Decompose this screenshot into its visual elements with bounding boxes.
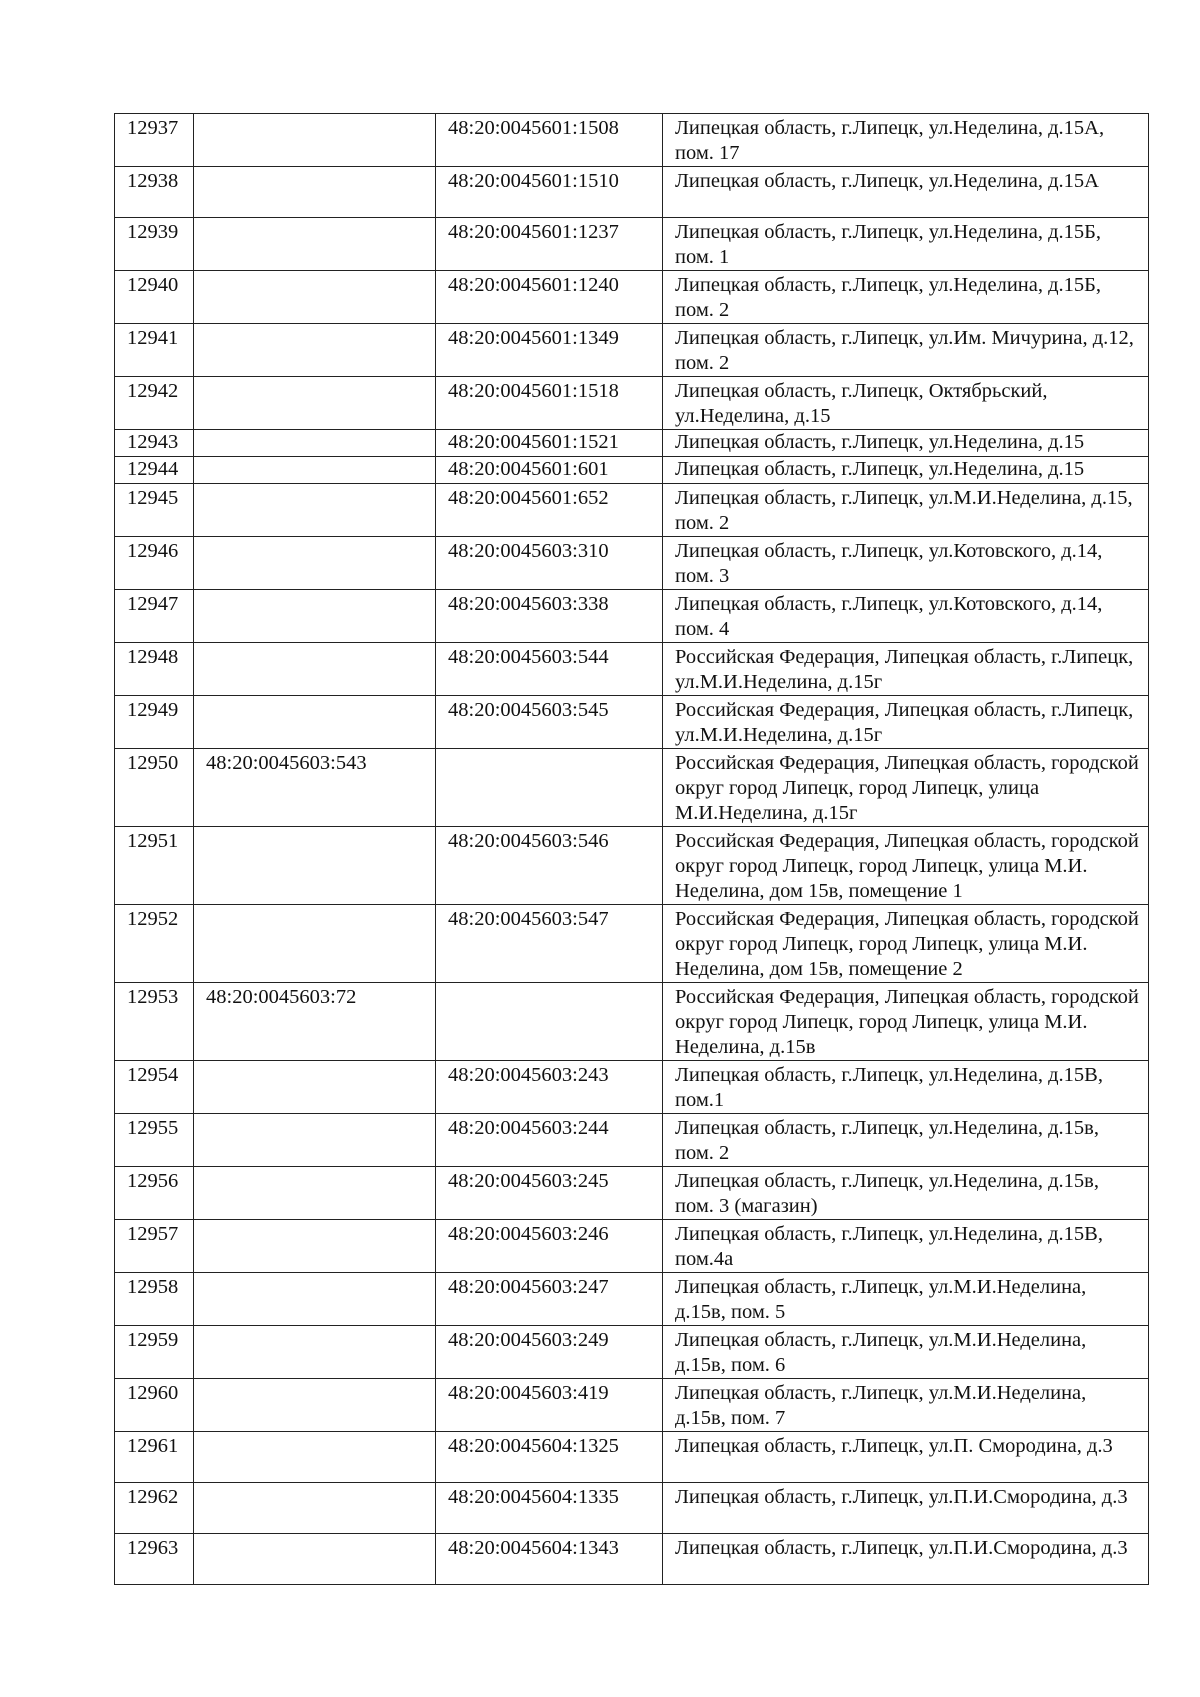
object-cadastral-number: 48:20:0045601:1237 <box>436 218 663 271</box>
object-cadastral-number: 48:20:0045601:1518 <box>436 377 663 430</box>
land-cadastral-number: 48:20:0045603:543 <box>194 749 436 827</box>
address: Липецкая область, г.Липецк, ул.Котовского, д.14, пом. 4 <box>663 590 1149 643</box>
address: Липецкая область, г.Липецк, ул.Неделина, д.15В, пом.4а <box>663 1220 1149 1273</box>
row-number: 12946 <box>115 537 194 590</box>
object-cadastral-number: 48:20:0045603:243 <box>436 1061 663 1114</box>
address: Липецкая область, г.Липецк, ул.Им. Мичурина, д.12, пом. 2 <box>663 324 1149 377</box>
land-cadastral-number <box>194 1534 436 1585</box>
land-cadastral-number <box>194 324 436 377</box>
land-cadastral-number <box>194 114 436 167</box>
land-cadastral-number <box>194 1273 436 1326</box>
row-number: 12954 <box>115 1061 194 1114</box>
table-row <box>115 167 1149 218</box>
object-cadastral-number: 48:20:0045603:338 <box>436 590 663 643</box>
object-cadastral-number: 48:20:0045603:247 <box>436 1273 663 1326</box>
row-number: 12957 <box>115 1220 194 1273</box>
land-cadastral-number <box>194 1114 436 1167</box>
table-row <box>115 905 1149 983</box>
land-cadastral-number <box>194 218 436 271</box>
table-row <box>115 1220 1149 1273</box>
land-cadastral-number: 48:20:0045603:72 <box>194 983 436 1061</box>
address: Российская Федерация, Липецкая область, городской округ город Липецк, город Липецк, улица М.И. Неделина, дом 15в, помещение 2 <box>663 905 1149 983</box>
land-cadastral-number <box>194 457 436 484</box>
object-cadastral-number: 48:20:0045601:652 <box>436 484 663 537</box>
address: Липецкая область, г.Липецк, ул.Неделина, д.15в, пом. 2 <box>663 1114 1149 1167</box>
table-row <box>115 218 1149 271</box>
land-cadastral-number <box>194 696 436 749</box>
object-cadastral-number: 48:20:0045603:245 <box>436 1167 663 1220</box>
land-cadastral-number <box>194 167 436 218</box>
land-cadastral-number <box>194 484 436 537</box>
row-number: 12952 <box>115 905 194 983</box>
object-cadastral-number <box>436 983 663 1061</box>
address: Липецкая область, г.Липецк, ул.Неделина, д.15Б, пом. 2 <box>663 271 1149 324</box>
address: Липецкая область, г.Липецк, ул.П.И.Смородина, д.3 <box>663 1534 1149 1585</box>
row-number: 12961 <box>115 1432 194 1483</box>
address: Липецкая область, г.Липецк, ул.П. Смородина, д.3 <box>663 1432 1149 1483</box>
address: Липецкая область, г.Липецк, ул.П.И.Смородина, д.3 <box>663 1483 1149 1534</box>
row-number: 12940 <box>115 271 194 324</box>
land-cadastral-number <box>194 827 436 905</box>
land-cadastral-number <box>194 1379 436 1432</box>
table-row <box>115 1167 1149 1220</box>
address: Российская Федерация, Липецкая область, г.Липецк, ул.М.И.Неделина, д.15г <box>663 696 1149 749</box>
address: Российская Федерация, Липецкая область, городской округ город Липецк, город Липецк, улица М.И. Неделина, дом 15в, помещение 1 <box>663 827 1149 905</box>
row-number: 12945 <box>115 484 194 537</box>
land-cadastral-number <box>194 1483 436 1534</box>
land-cadastral-number <box>194 271 436 324</box>
object-cadastral-number: 48:20:0045603:546 <box>436 827 663 905</box>
object-cadastral-number: 48:20:0045601:1521 <box>436 430 663 457</box>
table-row <box>115 1534 1149 1585</box>
land-cadastral-number <box>194 905 436 983</box>
row-number: 12958 <box>115 1273 194 1326</box>
table-row <box>115 457 1149 484</box>
row-number: 12959 <box>115 1326 194 1379</box>
object-cadastral-number: 48:20:0045603:249 <box>436 1326 663 1379</box>
address: Липецкая область, г.Липецк, ул.Неделина, д.15 <box>663 457 1149 484</box>
address: Липецкая область, г.Липецк, ул.Неделина, д.15В, пом.1 <box>663 1061 1149 1114</box>
object-cadastral-number: 48:20:0045601:601 <box>436 457 663 484</box>
table-row <box>115 324 1149 377</box>
land-cadastral-number <box>194 430 436 457</box>
registry-table-body <box>115 114 1149 1585</box>
land-cadastral-number <box>194 1167 436 1220</box>
object-cadastral-number: 48:20:0045603:310 <box>436 537 663 590</box>
address: Липецкая область, г.Липецк, ул.М.И.Неделина, д.15в, пом. 7 <box>663 1379 1149 1432</box>
object-cadastral-number: 48:20:0045604:1335 <box>436 1483 663 1534</box>
row-number: 12944 <box>115 457 194 484</box>
table-row <box>115 983 1149 1061</box>
object-cadastral-number: 48:20:0045603:547 <box>436 905 663 983</box>
land-cadastral-number <box>194 590 436 643</box>
object-cadastral-number: 48:20:0045603:244 <box>436 1114 663 1167</box>
address: Липецкая область, г.Липецк, ул.М.И.Неделина, д.15, пом. 2 <box>663 484 1149 537</box>
table-row <box>115 377 1149 430</box>
row-number: 12938 <box>115 167 194 218</box>
object-cadastral-number: 48:20:0045601:1349 <box>436 324 663 377</box>
row-number: 12942 <box>115 377 194 430</box>
row-number: 12960 <box>115 1379 194 1432</box>
row-number: 12943 <box>115 430 194 457</box>
address: Липецкая область, г.Липецк, ул.Неделина, д.15 <box>663 430 1149 457</box>
row-number: 12949 <box>115 696 194 749</box>
row-number: 12948 <box>115 643 194 696</box>
address: Российская Федерация, Липецкая область, городской округ город Липецк, город Липецк, улица М.И. Неделина, д.15в <box>663 983 1149 1061</box>
table-row <box>115 114 1149 167</box>
row-number: 12962 <box>115 1483 194 1534</box>
address: Липецкая область, г.Липецк, ул.Котовского, д.14, пом. 3 <box>663 537 1149 590</box>
row-number: 12955 <box>115 1114 194 1167</box>
land-cadastral-number <box>194 537 436 590</box>
row-number: 12941 <box>115 324 194 377</box>
object-cadastral-number: 48:20:0045603:246 <box>436 1220 663 1273</box>
table-row <box>115 1379 1149 1432</box>
cadastral-registry-table <box>114 113 1149 1585</box>
row-number: 12937 <box>115 114 194 167</box>
address: Липецкая область, г.Липецк, ул.Неделина, д.15А, пом. 17 <box>663 114 1149 167</box>
table-row <box>115 537 1149 590</box>
object-cadastral-number <box>436 749 663 827</box>
table-row <box>115 1432 1149 1483</box>
address: Липецкая область, г.Липецк, ул.Неделина, д.15в, пом. 3 (магазин) <box>663 1167 1149 1220</box>
row-number: 12963 <box>115 1534 194 1585</box>
table-row <box>115 643 1149 696</box>
object-cadastral-number: 48:20:0045604:1325 <box>436 1432 663 1483</box>
object-cadastral-number: 48:20:0045601:1508 <box>436 114 663 167</box>
table-row <box>115 696 1149 749</box>
object-cadastral-number: 48:20:0045603:419 <box>436 1379 663 1432</box>
row-number: 12947 <box>115 590 194 643</box>
address: Российская Федерация, Липецкая область, г.Липецк, ул.М.И.Неделина, д.15г <box>663 643 1149 696</box>
table-row <box>115 749 1149 827</box>
object-cadastral-number: 48:20:0045603:545 <box>436 696 663 749</box>
row-number: 12951 <box>115 827 194 905</box>
row-number: 12939 <box>115 218 194 271</box>
object-cadastral-number: 48:20:0045604:1343 <box>436 1534 663 1585</box>
table-row <box>115 827 1149 905</box>
object-cadastral-number: 48:20:0045601:1240 <box>436 271 663 324</box>
table-row <box>115 271 1149 324</box>
row-number: 12950 <box>115 749 194 827</box>
land-cadastral-number <box>194 1220 436 1273</box>
table-row <box>115 590 1149 643</box>
object-cadastral-number: 48:20:0045601:1510 <box>436 167 663 218</box>
address: Липецкая область, г.Липецк, Октябрьский, ул.Неделина, д.15 <box>663 377 1149 430</box>
address: Липецкая область, г.Липецк, ул.М.И.Неделина, д.15в, пом. 5 <box>663 1273 1149 1326</box>
address: Российская Федерация, Липецкая область, городской округ город Липецк, город Липецк, улица М.И.Неделина, д.15г <box>663 749 1149 827</box>
table-row <box>115 430 1149 457</box>
address: Липецкая область, г.Липецк, ул.Неделина, д.15А <box>663 167 1149 218</box>
address: Липецкая область, г.Липецк, ул.М.И.Неделина, д.15в, пом. 6 <box>663 1326 1149 1379</box>
table-row <box>115 484 1149 537</box>
table-row <box>115 1114 1149 1167</box>
land-cadastral-number <box>194 643 436 696</box>
table-row <box>115 1326 1149 1379</box>
table-row <box>115 1483 1149 1534</box>
table-row <box>115 1061 1149 1114</box>
land-cadastral-number <box>194 1432 436 1483</box>
address: Липецкая область, г.Липецк, ул.Неделина, д.15Б, пом. 1 <box>663 218 1149 271</box>
row-number: 12956 <box>115 1167 194 1220</box>
land-cadastral-number <box>194 1061 436 1114</box>
land-cadastral-number <box>194 377 436 430</box>
land-cadastral-number <box>194 1326 436 1379</box>
row-number: 12953 <box>115 983 194 1061</box>
table-row <box>115 1273 1149 1326</box>
object-cadastral-number: 48:20:0045603:544 <box>436 643 663 696</box>
